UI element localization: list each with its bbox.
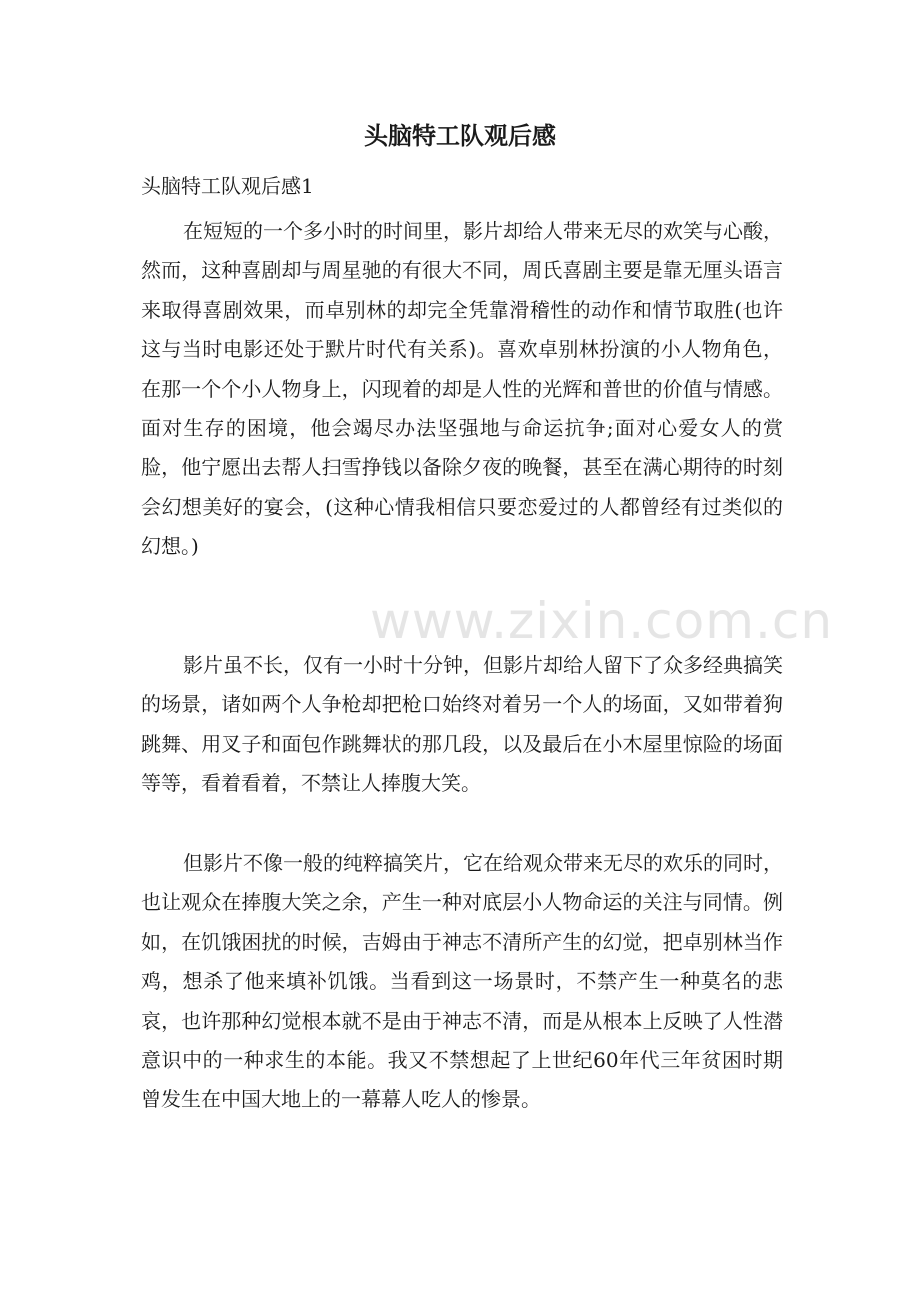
body-paragraph-2: 影片虽不长，仅有一小时十分钟，但影片却给人留下了众多经典搞笑的场景，诸如两个人争枪却把枪口始终对着另一个人的场面，又如带着狗跳舞、用叉子和面包作跳舞状的那几段，以及最后在小木屋里惊险的场面等等，看着看着，不禁让人捧腹大笑。 — [141, 653, 783, 796]
section-heading: 头脑特工队观后感1 — [141, 174, 314, 198]
body-paragraph-1: 在短短的一个多小时的时间里，影片却给人带来无尽的欢笑与心酸，然而，这种喜剧却与周星驰的有很大不同，周氏喜剧主要是靠无厘头语言来取得喜剧效果，而卓别林的却完全凭靠滑稽性的动作和情节取胜(也许这与当时电影还处于默片时代有关系)。喜欢卓别林扮演的小人物角色，在那一个个小人物身上，闪现着的却是人性的光辉和普世的价值与情感。面对生存的困境，他会竭尽办法坚强地与命运抗争;面对心爱女人的赏脸，他宁愿出去帮人扫雪挣钱以备除夕夜的晚餐，甚至在满心期待的时刻会幻想美好的宴会，(这种心情我相信只要恋爱过的人都曾经有过类似的幻想。) — [141, 219, 783, 559]
watermark: www.zixin.com.cn — [370, 592, 834, 650]
body-paragraph-3: 但影片不像一般的纯粹搞笑片，它在给观众带来无尽的欢乐的同时，也让观众在捧腹大笑之余，产生一种对底层小人物命运的关注与同情。例如，在饥饿困扰的时候，吉姆由于神志不清所产生的幻觉，把卓别林当作鸡，想杀了他来填补饥饿。当看到这一场景时，不禁产生一种莫名的悲哀，也许那种幻觉根本就不是由于神志不清，而是从根本上反映了人性潜意识中的一种求生的本能。我又不禁想起了上世纪60年代三年贫困时期曾发生在中国大地上的一幕幕人吃人的惨景。 — [141, 851, 783, 1112]
document-title: 头脑特工队观后感 — [364, 121, 556, 150]
